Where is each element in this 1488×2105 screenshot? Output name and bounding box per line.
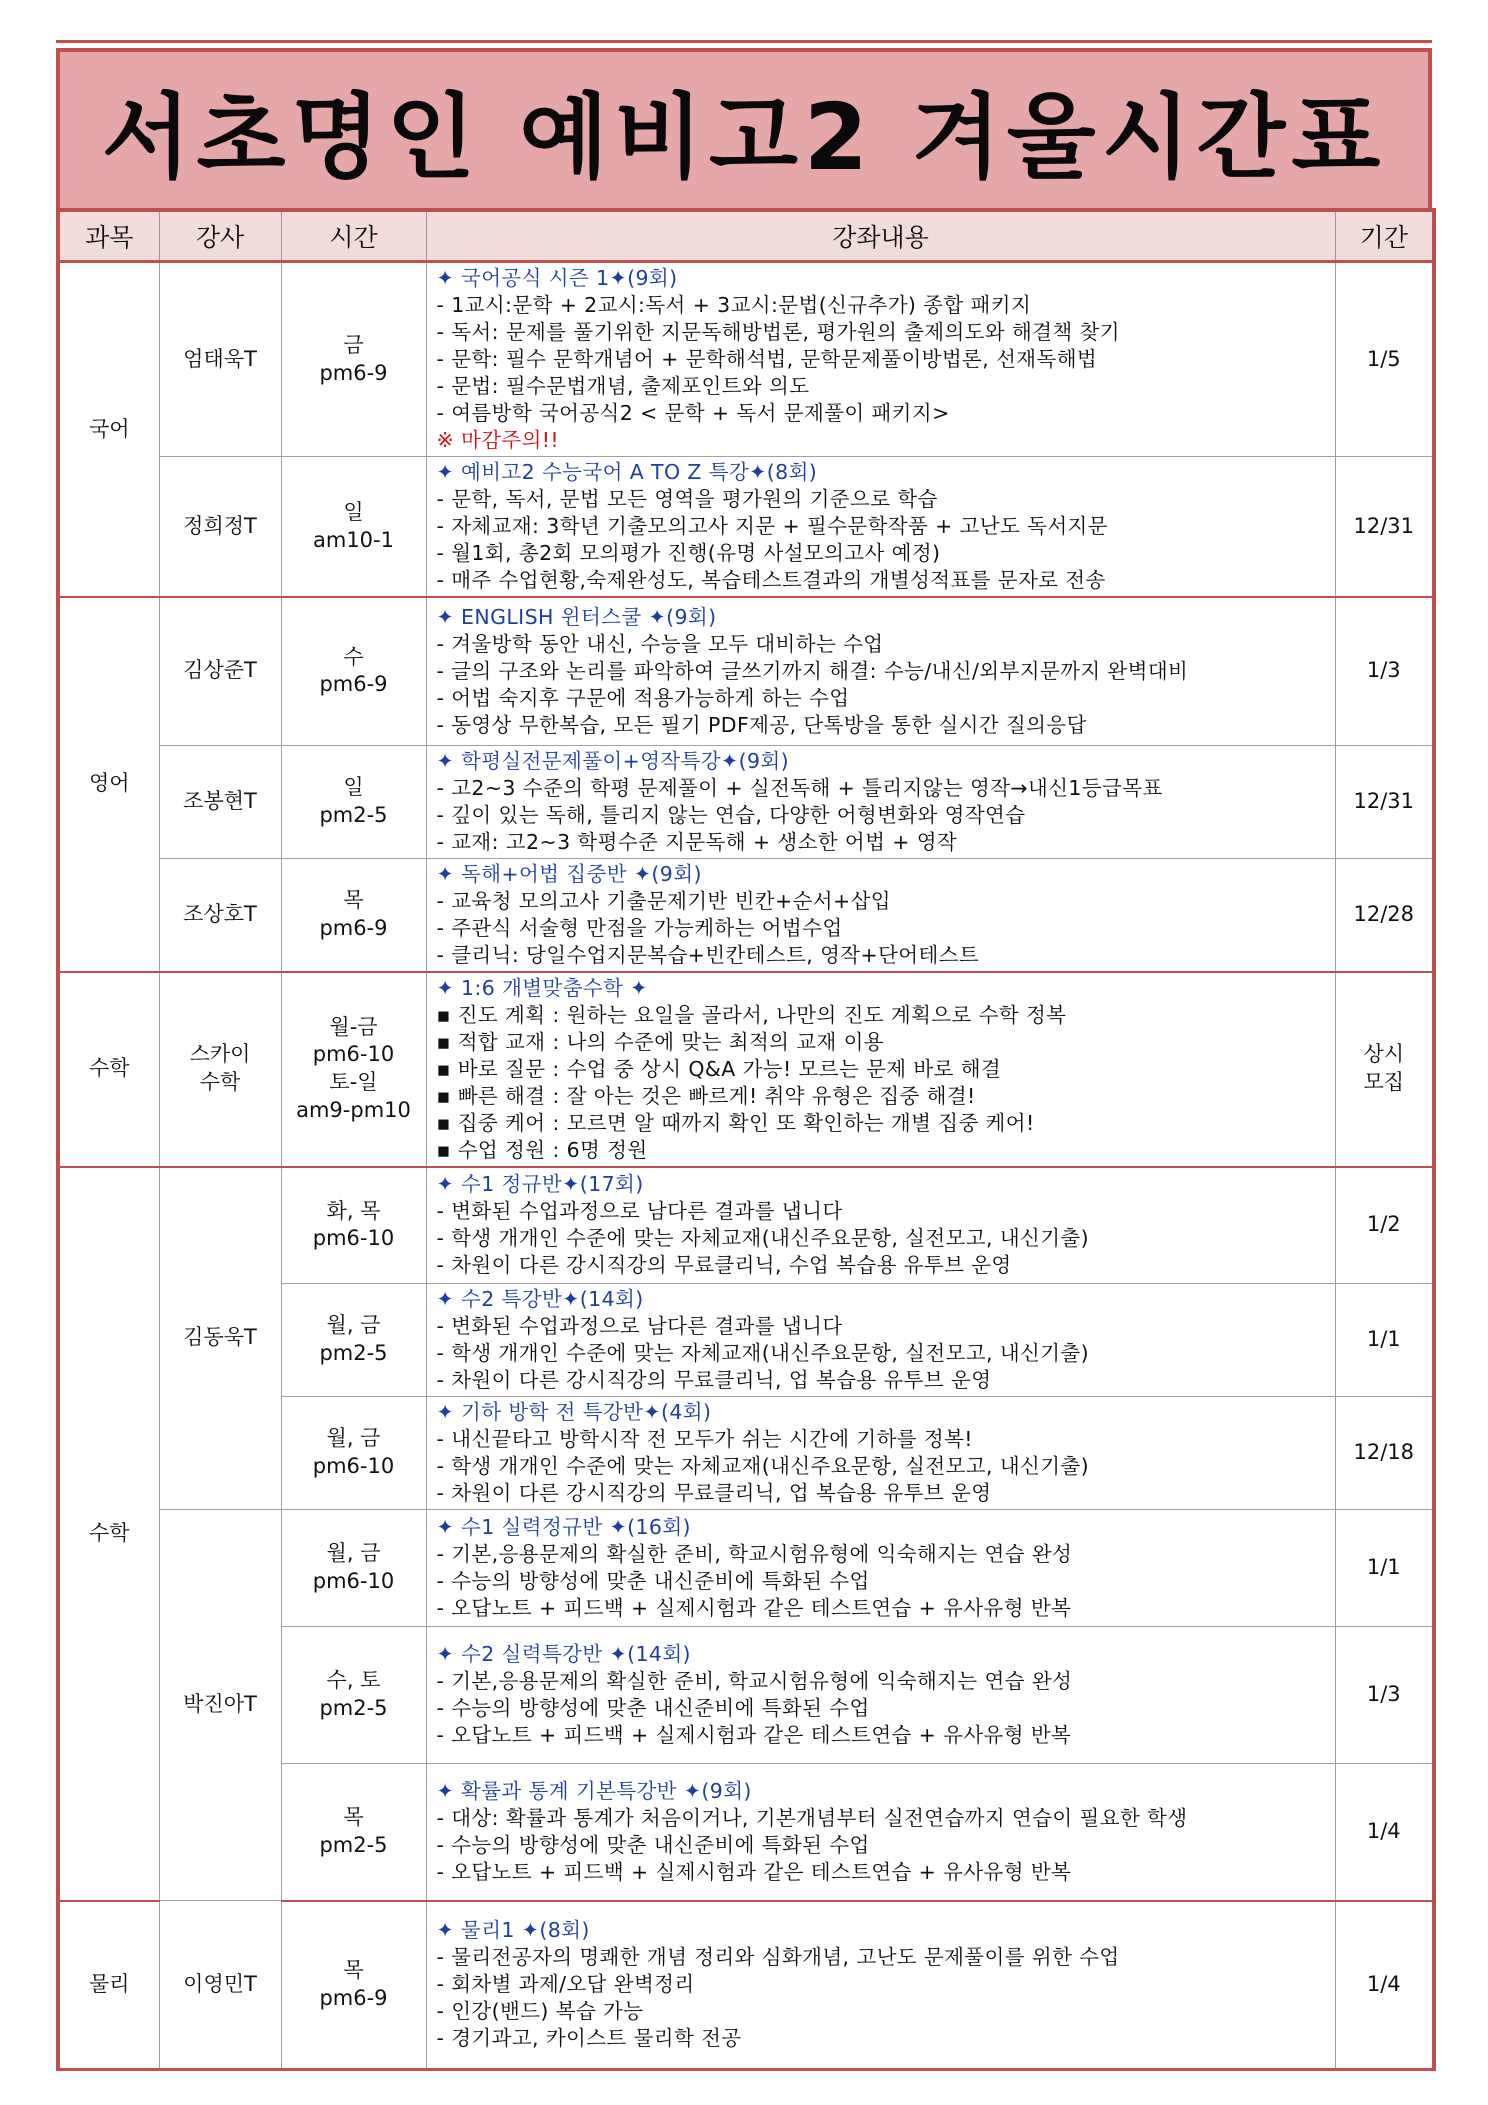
teacher-name-line: 김동욱T	[183, 1325, 257, 1350]
course-title: ✦ 수2 특강반✦(14회)	[436, 1287, 644, 1311]
course-detail: - 차원이 다른 강시직강의 무료클리닉, 업 복습용 유투브 운영	[436, 1368, 992, 1392]
course-description	[426, 457, 1335, 598]
course-description	[426, 745, 1335, 858]
class-time-line: pm2-5	[319, 1832, 388, 1857]
teacher-name-line: 김상준T	[183, 658, 257, 683]
teacher-name	[159, 262, 281, 457]
course-detail: - 인강(밴드) 복습 가능	[436, 1999, 644, 2024]
page-title: 서초명인 예비고2 겨울시간표	[101, 84, 1387, 191]
subject-name	[58, 262, 159, 598]
course-description	[426, 597, 1335, 745]
course-detail: - 어법 숙지후 구문에 적용가능하게 하는 수업	[436, 685, 850, 710]
course-title: ✦ 수1 정규반✦(17회)	[436, 1172, 644, 1197]
course-detail: - 학생 개개인 수준에 맞는 자체교재(내신주요문항, 실전모고, 내신기출)	[436, 1341, 1090, 1365]
course-description	[426, 1510, 1335, 1627]
class-time	[281, 1764, 426, 1901]
course-detail: - 오답노트 + 피드백 + 실제시험과 같은 테스트연습 + 유사유형 반복	[436, 1723, 1072, 1747]
course-detail: - 깊이 있는 독해, 틀리지 않는 연습, 다양한 어형변화와 영작연습	[436, 802, 1026, 827]
course-detail: - 물리전공자의 명쾌한 개념 정리와 심화개념, 고난도 문제풀이를 위한 수업	[436, 1945, 1120, 1970]
subject-name	[58, 1167, 159, 1901]
course-title: ✦ 확률과 통계 기본특강반 ✦(9회)	[436, 1778, 752, 1803]
class-time-line: 월, 금	[326, 1313, 381, 1338]
timetable-sheet	[56, 48, 1432, 2071]
class-period-line: 모집	[1363, 1070, 1405, 1094]
class-time-line: pm6-9	[319, 672, 388, 697]
course-detail: - 문법: 필수문법개념, 출제포인트와 의도	[436, 374, 810, 398]
class-row	[58, 457, 1434, 598]
class-period-line: 1/1	[1366, 1555, 1401, 1580]
class-time-line: pm2-5	[319, 802, 388, 827]
course-detail: - 차원이 다른 강시직강의 무료클리닉, 업 복습용 유투브 운영	[436, 1481, 992, 1505]
course-description	[426, 1764, 1335, 1901]
class-period-line: 12/31	[1353, 513, 1415, 538]
course-detail: - 글의 구조와 논리를 파악하여 글쓰기까지 해결: 수능/내신/외부지문까지 완벽대비	[436, 658, 1189, 683]
col-header-teacher: 강사	[159, 210, 281, 262]
course-detail: - 여름방학 국어공식2 < 문학 + 독서 문제풀이 패키지>	[436, 401, 950, 425]
course-detail: - 교육청 모의고사 기출문제기반 빈칸+순서+삽입	[436, 888, 891, 913]
teacher-name	[159, 858, 281, 972]
title-banner	[56, 48, 1432, 208]
class-time-line: am9-pm10	[296, 1097, 411, 1122]
course-title: ✦ 독해+어법 집중반 ✦(9회)	[436, 861, 702, 886]
course-detail: - 차원이 다른 강시직강의 무료클리닉, 수업 복습용 유투브 운영	[436, 1253, 1012, 1278]
teacher-name	[159, 972, 281, 1167]
course-detail: - 변화된 수업과정으로 남다른 결과를 냅니다	[436, 1199, 843, 1224]
course-detail: ▪ 적합 교재 : 나의 수준에 맞는 최적의 교재 이용	[436, 1029, 885, 1054]
teacher-name-line: 정희정T	[183, 513, 257, 538]
course-description	[426, 1627, 1335, 1764]
teacher-name	[159, 1901, 281, 2070]
course-title: ✦ ENGLISH 윈터스쿨 ✦(9회)	[436, 604, 717, 629]
class-time-line: 목	[343, 1805, 364, 1830]
subject-name	[58, 1901, 159, 2070]
class-time-line: 목	[343, 887, 364, 912]
class-time-line: 목	[343, 1958, 364, 1983]
subject-name-line: 영어	[88, 771, 130, 796]
subject-name	[58, 972, 159, 1167]
class-period-line: 12/31	[1353, 788, 1415, 813]
class-time-line: pm6-10	[312, 1226, 395, 1251]
course-detail: - 수능의 방향성에 맞춘 내신준비에 특화된 수업	[436, 1569, 870, 1593]
course-detail: - 학생 개개인 수준에 맞는 자체교재(내신주요문항, 실전모고, 내신기출)	[436, 1226, 1090, 1251]
course-title: ✦ 1:6 개별맞춤수학 ✦	[436, 975, 648, 1000]
class-time-line: 화, 목	[326, 1198, 381, 1223]
subject-name-line: 수학	[88, 1056, 130, 1081]
class-period-line: 1/3	[1366, 1682, 1401, 1707]
teacher-name	[159, 1167, 281, 1510]
class-period	[1335, 597, 1434, 745]
class-row	[58, 262, 1434, 457]
teacher-name-line: 수학	[199, 1070, 241, 1094]
course-detail: - 수능의 방향성에 맞춘 내신준비에 특화된 수업	[436, 1696, 870, 1720]
header-row	[58, 210, 1434, 262]
class-time-line: 금	[343, 332, 364, 357]
class-time-line: 일	[343, 774, 364, 799]
class-period-line: 1/4	[1366, 1818, 1401, 1843]
class-period-line: 12/18	[1353, 1440, 1415, 1465]
class-time	[281, 858, 426, 972]
class-time	[281, 745, 426, 858]
class-time	[281, 262, 426, 457]
course-detail: - 주관식 서술형 만점을 가능케하는 어법수업	[436, 915, 843, 940]
subject-name-line: 국어	[88, 416, 130, 441]
class-time	[281, 1510, 426, 1627]
class-time-line: pm6-10	[312, 1454, 395, 1478]
top-rule	[56, 40, 1432, 43]
class-time-line: 수	[343, 644, 364, 669]
course-detail: ▪ 수업 정원 : 6명 정원	[436, 1137, 648, 1162]
class-period-line: 1/5	[1366, 346, 1401, 371]
course-detail: - 독서: 문제를 풀기위한 지문독해방법론, 평가원의 출제의도와 해결책 찾기	[436, 320, 1120, 344]
course-detail: - 학생 개개인 수준에 맞는 자체교재(내신주요문항, 실전모고, 내신기출)	[436, 1454, 1090, 1478]
class-time-line: pm6-10	[312, 1042, 395, 1067]
class-row	[58, 1510, 1434, 1627]
class-row	[58, 745, 1434, 858]
class-time-line: 월, 금	[326, 1426, 381, 1451]
course-detail: - 1교시:문학 + 2교시:독서 + 3교시:문법(신규추가) 종합 패키지	[436, 293, 1032, 317]
course-detail: - 자체교재: 3학년 기출모의고사 지문 + 필수문학작품 + 고난도 독서지문	[436, 514, 1108, 538]
class-period	[1335, 1510, 1434, 1627]
class-time	[281, 1167, 426, 1284]
class-time-line: pm6-10	[312, 1569, 395, 1593]
class-time-line: pm6-9	[319, 1985, 388, 2010]
class-time	[281, 597, 426, 745]
teacher-name-line: 스카이	[189, 1042, 251, 1067]
class-period-line: 12/28	[1353, 901, 1415, 926]
teacher-name	[159, 457, 281, 598]
class-period	[1335, 1764, 1434, 1901]
class-period	[1335, 1284, 1434, 1397]
class-period	[1335, 1397, 1434, 1510]
timetable	[56, 208, 1436, 2071]
class-row	[58, 1901, 1434, 2070]
course-description	[426, 858, 1335, 972]
class-time-line: am10-1	[313, 527, 394, 552]
course-description	[426, 1397, 1335, 1510]
class-row	[58, 1167, 1434, 1284]
course-detail: ▪ 집중 케어 : 모르면 알 때까지 확인 또 확인하는 개별 집중 케어!	[436, 1110, 1035, 1135]
class-period	[1335, 972, 1434, 1167]
class-period-line: 1/3	[1366, 658, 1401, 683]
teacher-name-line: 조상호T	[183, 901, 257, 926]
course-detail: - 회차별 과제/오답 완벽정리	[436, 1972, 695, 1997]
class-time-line: 수, 토	[326, 1668, 381, 1693]
course-title: ✦ 학평실전문제풀이+영작특강✦(9회)	[436, 748, 790, 773]
class-period	[1335, 457, 1434, 598]
deadline-warning: ※ 마감주의!!	[436, 428, 560, 452]
course-detail: ▪ 진도 계획 : 원하는 요일을 골라서, 나만의 진도 계획으로 수학 정복	[436, 1002, 1067, 1027]
course-title: ✦ 국어공식 시즌 1✦(9회)	[436, 266, 678, 290]
course-description	[426, 1284, 1335, 1397]
teacher-name	[159, 597, 281, 745]
course-detail: - 내신끝타고 방학시작 전 모두가 쉬는 시간에 기하를 정복!	[436, 1427, 973, 1451]
course-description	[426, 1901, 1335, 2070]
course-title: ✦ 수2 실력특강반 ✦(14회)	[436, 1642, 691, 1666]
course-title: ✦ 예비고2 수능국어 A TO Z 특강✦(8회)	[436, 460, 818, 484]
col-header-subject: 과목	[58, 210, 159, 262]
class-time-line: 월, 금	[326, 1541, 381, 1566]
class-time-line: 월-금	[329, 1014, 378, 1039]
course-detail: - 오답노트 + 피드백 + 실제시험과 같은 테스트연습 + 유사유형 반복	[436, 1596, 1072, 1620]
col-header-time: 시간	[281, 210, 426, 262]
course-detail: - 겨울방학 동안 내신, 수능을 모두 대비하는 수업	[436, 631, 884, 656]
course-detail: - 기본,응용문제의 확실한 준비, 학교시험유형에 익숙해지는 연습 완성	[436, 1669, 1073, 1693]
class-time-line: 토-일	[329, 1070, 378, 1094]
teacher-name-line: 이영민T	[183, 1971, 257, 1996]
col-header-period: 기간	[1335, 210, 1434, 262]
class-time	[281, 972, 426, 1167]
course-description	[426, 262, 1335, 457]
class-period	[1335, 858, 1434, 972]
course-detail: - 매주 수업현황,숙제완성도, 복습테스트결과의 개별성적표를 문자로 전송	[436, 568, 1106, 592]
class-time	[281, 1284, 426, 1397]
class-time	[281, 1627, 426, 1764]
timetable-body	[58, 262, 1434, 2070]
class-period-line: 상시	[1363, 1042, 1405, 1067]
class-time-line: 일	[343, 499, 364, 524]
class-time-line: pm6-9	[319, 360, 388, 385]
course-detail: - 월1회, 총2회 모의평가 진행(유명 사설모의고사 예정)	[436, 541, 941, 565]
course-detail: - 변화된 수업과정으로 남다른 결과를 냅니다	[436, 1314, 843, 1338]
course-detail: - 교재: 고2~3 학평수준 지문독해 + 생소한 어법 + 영작	[436, 829, 958, 854]
course-detail: ▪ 빠른 해결 : 잘 아는 것은 빠르게! 취약 유형은 집중 해결!	[436, 1083, 976, 1108]
class-period	[1335, 1627, 1434, 1764]
class-time-line: pm2-5	[319, 1341, 388, 1365]
course-detail: - 클리닉: 당일수업지문복습+빈칸테스트, 영작+단어테스트	[436, 942, 980, 967]
teacher-name	[159, 1510, 281, 1901]
subject-name-line: 수학	[88, 1520, 130, 1545]
class-row	[58, 858, 1434, 972]
class-period	[1335, 1167, 1434, 1284]
class-time-line: pm2-5	[319, 1696, 388, 1720]
class-period-line: 1/4	[1366, 1971, 1401, 1996]
class-time-line: pm6-9	[319, 915, 388, 940]
subject-name-line: 물리	[88, 1971, 130, 1996]
course-detail: - 동영상 무한복습, 모든 필기 PDF제공, 단톡방을 통한 실시간 질의응답	[436, 712, 1087, 737]
course-detail: - 오답노트 + 피드백 + 실제시험과 같은 테스트연습 + 유사유형 반복	[436, 1859, 1072, 1884]
class-time	[281, 457, 426, 598]
teacher-name-line: 박진아T	[183, 1692, 257, 1717]
class-row	[58, 597, 1434, 745]
course-detail: ▪ 바로 질문 : 수업 중 상시 Q&A 가능! 모르는 문제 바로 해결	[436, 1056, 1002, 1081]
teacher-name-line: 조봉현T	[183, 788, 257, 813]
course-detail: - 기본,응용문제의 확실한 준비, 학교시험유형에 익숙해지는 연습 완성	[436, 1542, 1073, 1566]
course-title: ✦ 물리1 ✦(8회)	[436, 1918, 590, 1943]
col-header-content: 강좌내용	[426, 210, 1335, 262]
course-title: ✦ 수1 실력정규반 ✦(16회)	[436, 1515, 691, 1539]
subject-name	[58, 597, 159, 972]
course-description	[426, 972, 1335, 1167]
teacher-name	[159, 745, 281, 858]
course-detail: - 문학, 독서, 문법 모든 영역을 평가원의 기준으로 학습	[436, 487, 938, 511]
course-title: ✦ 기하 방학 전 특강반✦(4회)	[436, 1400, 712, 1424]
course-detail: - 고2~3 수준의 학평 문제풀이 + 실전독해 + 틀리지않는 영작→내신1등급목표	[436, 775, 1163, 800]
class-time	[281, 1397, 426, 1510]
teacher-name-line: 엄태욱T	[183, 346, 257, 371]
course-description	[426, 1167, 1335, 1284]
class-period	[1335, 262, 1434, 457]
class-period-line: 1/1	[1366, 1327, 1401, 1352]
course-detail: - 수능의 방향성에 맞춘 내신준비에 특화된 수업	[436, 1832, 870, 1857]
class-row	[58, 972, 1434, 1167]
course-detail: - 경기과고, 카이스트 물리학 전공	[436, 2026, 742, 2051]
class-period	[1335, 745, 1434, 858]
course-detail: - 문학: 필수 문학개념어 + 문학해석법, 문학문제풀이방법론, 선재독해법	[436, 347, 1098, 371]
course-detail: - 대상: 확률과 통계가 처음이거나, 기본개념부터 실전연습까지 연습이 필요한 학생	[436, 1805, 1188, 1830]
class-period	[1335, 1901, 1434, 2070]
class-period-line: 1/2	[1366, 1212, 1401, 1237]
class-time	[281, 1901, 426, 2070]
